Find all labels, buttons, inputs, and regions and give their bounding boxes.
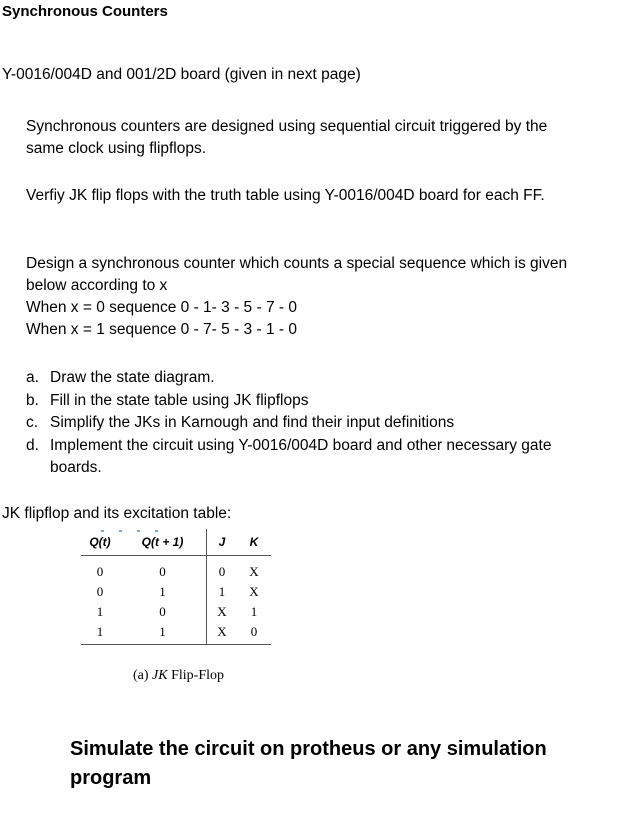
cell: 1	[81, 622, 119, 645]
cell: 1	[250, 604, 258, 619]
cell: 0	[237, 622, 271, 645]
sequence-x0: When x = 0 sequence 0 - 1- 3 - 5 - 7 - 0	[26, 299, 297, 316]
task-item-d	[26, 435, 551, 458]
table-row	[81, 556, 271, 583]
caption-prefix: (a)	[133, 668, 153, 683]
design-line-1: Design a synchronous counter which counts a special sequence which is given	[26, 255, 568, 272]
sequence-x1: When x = 1 sequence 0 - 7- 5 - 3 - 1 - 0	[26, 321, 297, 338]
task-marker: c.	[26, 414, 39, 431]
cell: 0	[119, 556, 207, 583]
jk-heading: JK flipflop and its excitation table:	[2, 505, 232, 522]
task-marker: d.	[26, 436, 39, 454]
table-header-row	[81, 529, 271, 556]
caption-italic: JK	[152, 668, 168, 683]
header-k: K	[237, 529, 271, 556]
task-list	[26, 367, 551, 480]
task-text-continued: boards.	[50, 459, 102, 476]
simulation-instruction	[70, 735, 547, 793]
final-line-1: Simulate the circuit on protheus or any simulation	[70, 738, 547, 760]
header-j: J	[207, 529, 238, 556]
cell: X	[249, 564, 259, 579]
design-line-2: below according to x	[26, 277, 168, 294]
final-line-2: program	[70, 767, 152, 789]
header-qt1: Q(t + 1)	[119, 529, 207, 556]
task-item-c	[26, 412, 551, 435]
task-item-a	[26, 367, 551, 390]
table-row	[81, 622, 271, 645]
cell: 0	[218, 564, 226, 579]
cell: 1	[96, 604, 104, 619]
board-subtitle: Y-0016/004D and 001/2D board (given in next page)	[2, 66, 361, 83]
cell: X	[207, 622, 238, 645]
task-text: Fill in the state table using JK flipflops	[50, 391, 309, 409]
cell: 0	[119, 602, 207, 622]
task-marker: a.	[26, 369, 39, 386]
table-caption	[133, 668, 224, 684]
table-row	[81, 582, 271, 602]
task-text: Simplify the JKs in Karnough and find their input definitions	[50, 414, 455, 431]
header-qt: Q(t)	[81, 529, 119, 556]
task-marker: b.	[26, 391, 39, 409]
design-paragraph	[26, 253, 567, 341]
jk-excitation-table	[81, 529, 271, 645]
intro-line-2: same clock using flipflops.	[26, 140, 207, 157]
intro-paragraph	[26, 116, 547, 160]
cell: X	[249, 584, 259, 599]
cell: X	[217, 604, 227, 619]
task-text: Implement the circuit using Y-0016/004D board and other necessary gate	[50, 436, 552, 454]
page-title: Synchronous Counters	[2, 3, 168, 20]
table-row	[81, 602, 271, 622]
intro-line-1: Synchronous counters are designed using sequential circuit triggered by the	[26, 118, 548, 135]
cell: 1	[218, 584, 226, 599]
verify-paragraph: Verfiy JK flip flops with the truth table using Y-0016/004D board for each FF.	[26, 187, 545, 204]
cell: 1	[119, 622, 207, 645]
cell: 0	[96, 564, 104, 579]
task-item-b	[26, 390, 551, 413]
caption-suffix: Flip-Flop	[167, 668, 225, 683]
cell: 1	[119, 582, 207, 602]
task-text: Draw the state diagram.	[50, 369, 215, 386]
cell: 0	[96, 584, 104, 599]
